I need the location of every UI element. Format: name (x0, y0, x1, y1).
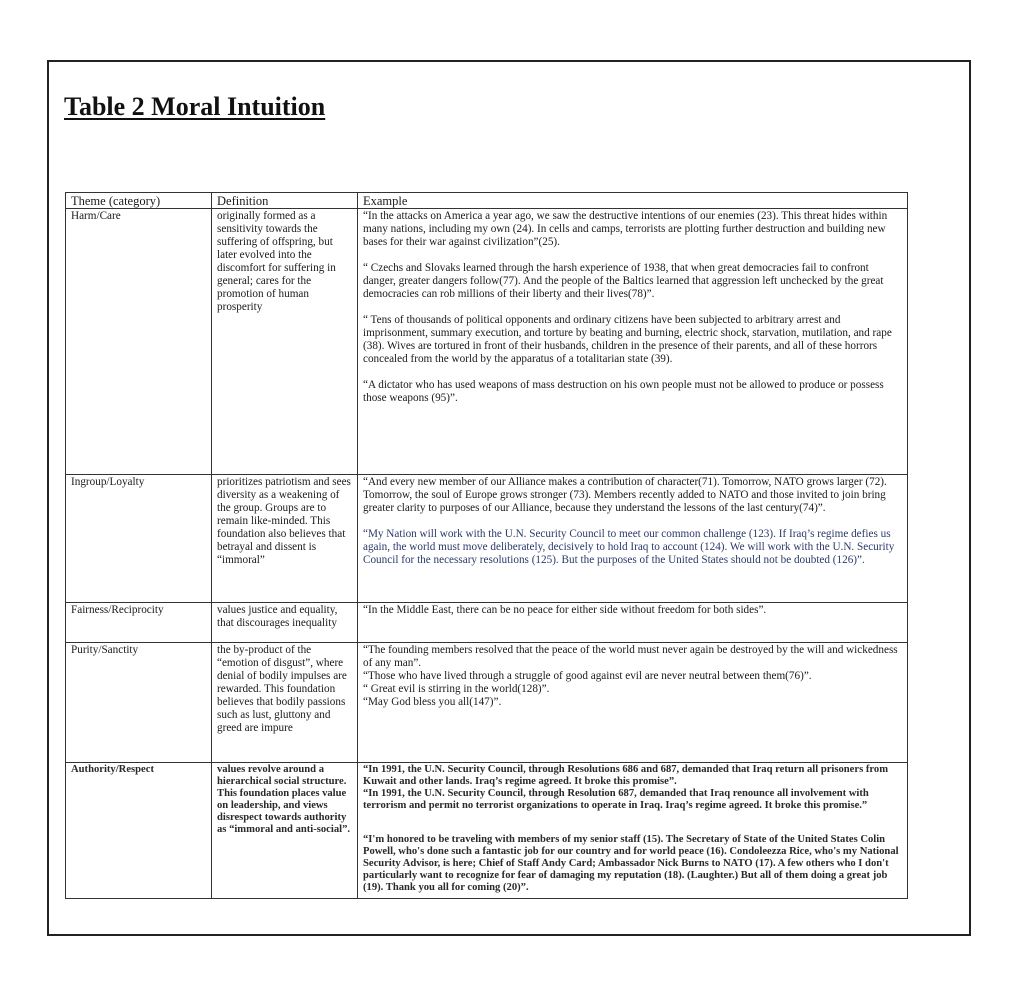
theme-cell: Authority/Respect (66, 763, 212, 899)
example-quote: “ Great evil is stirring in the world(128)”. (363, 683, 550, 695)
example-quote: “In the Middle East, there can be no peace for either side without freedom for both sides”. (363, 604, 767, 616)
example-cell (358, 603, 908, 643)
table-row (66, 643, 908, 763)
table-title: Table 2 Moral Intuition (64, 92, 326, 121)
table-row (66, 475, 908, 603)
theme-cell: Purity/Sanctity (66, 643, 212, 763)
example-quote: “I'm honored to be traveling with members of my senior staff (15). The Secretary of State of the United States Colin Powell, who's done such a fantastic job for our country and for world peace (16). Condoleezza Rice, who's my National Security Advisor, is here; Chief of Staff Andy Card; Ambassador Nick Burns to NATO (17). A few others who I don't particularly want to recognize for fear of damaging my reputation (18). (Laughter.) But all of them doing a great job (19). Thank you all for coming (20)”. (363, 834, 899, 893)
header-theme: Theme (category) (66, 193, 212, 209)
table-row (66, 603, 908, 643)
definition-cell: prioritizes patriotism and sees diversity as a weakening of the group. Groups are to remain like-minded. This foundation also believes that betrayal and dissent is “immoral” (212, 475, 358, 603)
table-row (66, 763, 908, 899)
moral-intuition-table (65, 192, 908, 899)
theme-cell: Ingroup/Loyalty (66, 475, 212, 603)
definition-cell: originally formed as a sensitivity towards the suffering of offspring, but later evolved into the discomfort for suffering in general; cares for the promotion of human prosperity (212, 209, 358, 475)
table-header-row (66, 193, 908, 209)
example-quote: “The founding members resolved that the peace of the world must never again be destroyed by the will and wickedness of any man”. (363, 644, 898, 669)
theme-cell: Fairness/Reciprocity (66, 603, 212, 643)
example-cell (358, 475, 908, 603)
example-quote: “My Nation will work with the U.N. Security Council to meet our common challenge (123). If Iraq’s regime defies us again, the world must move deliberately, decisively to hold Iraq to account (124). We will work with the U.N. Security Council for the necessary resolutions (125). But the purposes of the United States should not be doubted (126)”. (363, 528, 895, 566)
table-row (66, 209, 908, 475)
example-cell (358, 763, 908, 899)
example-quote: “ Czechs and Slovaks learned through the harsh experience of 1938, that when great democracies fail to confront danger, greater dangers follow(77). And the people of the Baltics learned that aggression left unchecked by the great democracies can rob millions of their liberty and their lives(78)”. (363, 262, 884, 300)
definition-cell: values justice and equality, that discourages inequality (212, 603, 358, 643)
example-cell (358, 209, 908, 475)
example-quote: “Those who have lived through a struggle of good against evil are never neutral between them(76)”. (363, 670, 812, 682)
theme-cell: Harm/Care (66, 209, 212, 475)
header-definition: Definition (212, 193, 358, 209)
header-example: Example (358, 193, 908, 209)
example-cell (358, 643, 908, 763)
definition-cell: the by-product of the “emotion of disgust”, where denial of bodily impulses are rewarded. This foundation believes that bodily passions such as lust, gluttony and greed are impure (212, 643, 358, 763)
example-quote: “And every new member of our Alliance makes a contribution of character(71). Tomorrow, NATO grows larger (72). Tomorrow, the soul of Europe grows stronger (73). Members recently added to NATO and those invited to join bring greater clarity to purposes of our Alliance, because they understand the lessons of the last century(74)”. (363, 476, 887, 514)
example-quote: “May God bless you all(147)”. (363, 696, 502, 708)
example-quote: “In 1991, the U.N. Security Council, through Resolutions 686 and 687, demanded that Iraq return all prisoners from Kuwait and other lands. Iraq’s regime agreed. It broke this promise”. (363, 764, 889, 787)
example-quote: “In 1991, the U.N. Security Council, through Resolution 687, demanded that Iraq renounce all involvement with terrorism and permit no terrorist organizations to operate in Iraq. Iraq’s regime agreed. It broke this promise.” (363, 788, 869, 811)
definition-cell: values revolve around a hierarchical social structure. This foundation places value on leadership, and views disrespect towards authority as “immoral and anti-social”. (212, 763, 358, 899)
example-quote: “In the attacks on America a year ago, we saw the destructive intentions of our enemies (23). This threat hides within many nations, including my own (24). In cells and camps, terrorists are plotting further destruction and building new bases for their war against civilization”(25). (363, 210, 888, 248)
example-quote: “ Tens of thousands of political opponents and ordinary citizens have been subjected to arbitrary arrest and imprisonment, summary execution, and torture by beating and burning, electric shock, starvation, mutilation, and rape (38). Wives are tortured in front of their husbands, children in the presence of their parents, and all of these horrors concealed from the world by the apparatus of a totalitarian state (39). (363, 314, 892, 365)
example-quote: “A dictator who has used weapons of mass destruction on his own people must not be allowed to produce or possess those weapons (95)”. (363, 379, 884, 404)
